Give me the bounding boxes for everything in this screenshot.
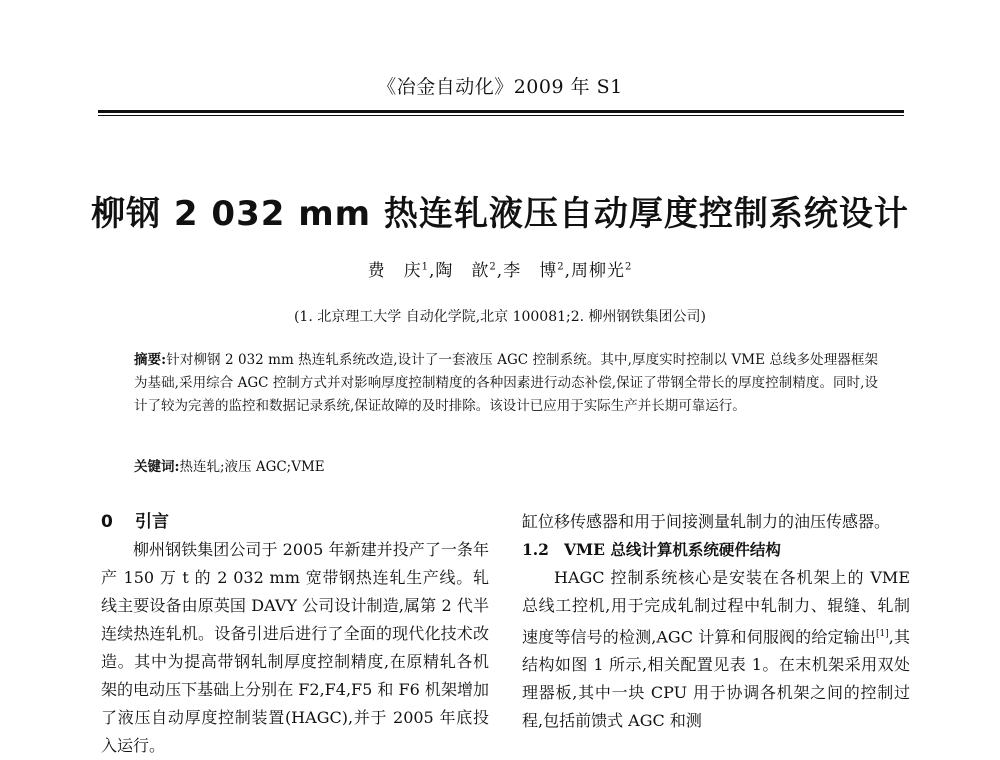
citation-mark: [1] bbox=[875, 629, 889, 639]
author-separator: , bbox=[564, 261, 571, 281]
keywords-label: 关键词: bbox=[134, 459, 180, 475]
author-affiliation-mark: 1 bbox=[421, 261, 430, 273]
author-affiliation-mark: 2 bbox=[557, 261, 565, 273]
continued-paragraph: 缸位移传感器和用于间接测量轧制力的油压传感器。 bbox=[522, 512, 891, 531]
keywords bbox=[134, 456, 878, 479]
right-column bbox=[522, 508, 910, 735]
author-name: 陶 歆 bbox=[435, 261, 490, 281]
abstract-text: 针对柳钢 2 032 mm 热连轧系统改造,设计了一套液压 AGC 控制系统。其中,厚度实时控制以 VME 总线多处理器框架为基础,采用综合 AGC 控制方式并对影响厚度控制精度的各种因素进行动态补偿,保证了带钢全带长的厚度控制精度。同时,设计了较为完善的监控和数据记录系统,保证故障的及时排除。该设计已应用于实际生产并长期可靠运行。 bbox=[134, 352, 878, 414]
keywords-text: 热连轧;液压 AGC;VME bbox=[179, 459, 325, 475]
abstract bbox=[134, 349, 878, 418]
paragraph-text-continued: ,其结构如图 1 所示,相关配置见表 1。在末机架采用双处理器板,其中一块 CPU 用于协调各机架之间的控制过程,包括前馈式 AGC 和测 bbox=[522, 627, 910, 731]
affiliation: (1. 北京理工大学 自动化学院,北京 100081;2. 柳州钢铁集团公司) bbox=[293, 309, 707, 325]
header-rule-thick bbox=[98, 110, 904, 113]
author-name: 周柳光 bbox=[570, 261, 625, 281]
left-column bbox=[101, 508, 489, 760]
header-rule-thin bbox=[98, 115, 904, 116]
author-affiliation-mark: 2 bbox=[489, 261, 497, 273]
abstract-label: 摘要: bbox=[134, 352, 167, 368]
section-title: 引言 bbox=[135, 512, 169, 532]
author-separator: , bbox=[429, 261, 436, 281]
section-heading bbox=[101, 508, 489, 536]
subsection-heading bbox=[522, 536, 910, 564]
subsection-number: 1.2 bbox=[522, 540, 549, 559]
paragraph-text: HAGC 控制系统核心是安装在各机架上的 VME 总线工控机,用于完成轧制过程中轧制力、辊缝、轧制速度等信号的检测,AGC 计算和伺服阀的给定输出 bbox=[522, 568, 910, 647]
section-number: 0 bbox=[101, 512, 113, 532]
author-affiliation-mark: 2 bbox=[624, 261, 633, 273]
author-name: 李 博 bbox=[503, 261, 558, 281]
intro-paragraph: 柳州钢铁集团公司于 2005 年新建并投产了一条年产 150 万 t 的 2 032 mm 宽带钢热连轧生产线。轧线主要设备由原英国 DAVY 公司设计制造,属第 2 代半连续热连轧机。设备引进后进行了全面的现代化技术改造。其中为提高带钢轧制厚度控制精度,在原精轧各机架的电动压下基础上分别在 F2,F4,F5 和 F6 机架增加了液压自动厚度控制装置(HAGC),并于 2005 年底投入运行。 bbox=[101, 540, 489, 755]
author-list bbox=[0, 256, 1000, 281]
journal-header: 《冶金自动化》2009 年 S1 bbox=[377, 76, 623, 98]
hardware-paragraph bbox=[522, 564, 910, 735]
author-separator: , bbox=[496, 261, 504, 281]
author-name: 费 庆 bbox=[367, 261, 422, 281]
paper-title: 柳钢 2 032 mm 热连轧液压自动厚度控制系统设计 bbox=[91, 194, 909, 234]
subsection-title: VME 总线计算机系统硬件结构 bbox=[564, 540, 781, 559]
